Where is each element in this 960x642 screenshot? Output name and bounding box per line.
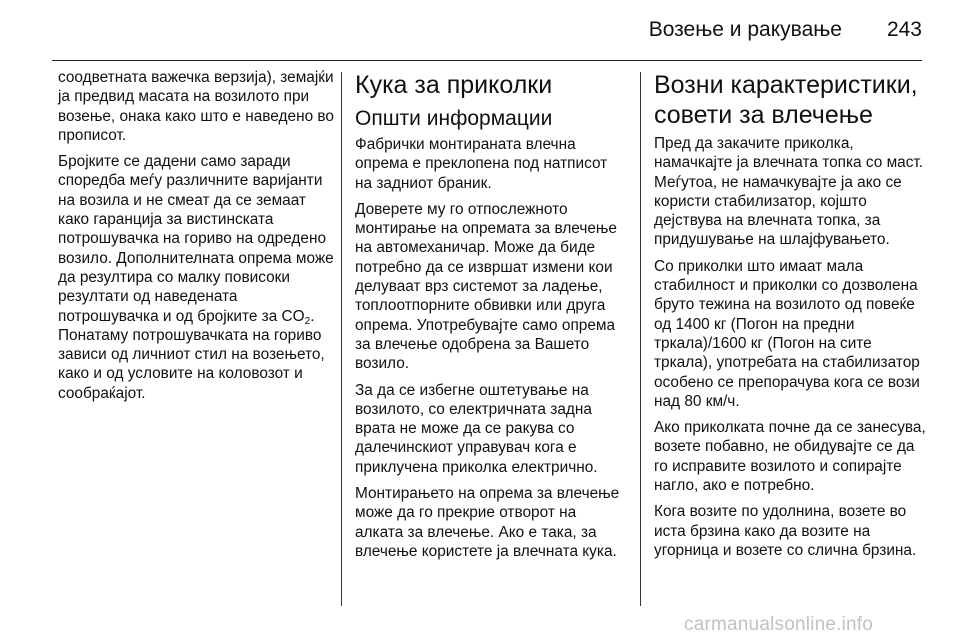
paragraph: За да се избегне оштетување на возилото, со електричната задна врата не може да се ракува со далечинскиот управувач кога е приклучена приколка електрично. [355,381,598,476]
page-number: 243 [886,18,922,41]
paragraph [58,152,336,403]
paragraph: Пред да закачите приколка, намачкајте ја влечната топка со маст. Меѓутоа, не намачкувајте ја ако се користи стабилизатор, којшто дејствува на влечната топка, за придушување на шлајфувањето. [654,135,924,249]
watermark: carmanualsonline.info [684,614,874,635]
paragraph-text: Бројките се дадени само заради споредба меѓу различните варијанти на возила и не смеат да се земаат како гаранција за вистинската потрошувачка на гориво на одредено возило. Дополнителната опрема може да резултира со малку повисоки резултати од наведената потрошувачка и од бројките за CO [58,153,334,325]
paragraph: Ако приколката почне да се занесува, возете побавно, не обидувајте се да го исправите возилото и сопирајте нагло, ако е потребно. [654,419,926,495]
column-divider [341,72,342,606]
paragraph: Со приколки што имаат мала стабилност и приколки со дозволена бруто тежина на возилото од повеќе од 1400 кг (Погон на предни тркала)/1600 кг (Погон на сите тркала), употребата на стабилизатор особено се препорачува кога се вози над 80 км/ч. [654,257,920,410]
column-divider [640,72,641,606]
paragraph: соодветната важечка верзија), земајќи ја предвид масата на возилото при возење, онака како што е наведено во прописот. [58,69,334,144]
subscript: 2 [304,315,311,327]
paragraph: Фабрички монтираната влечна опрема е преклопена под натписот на задниот браник. [355,136,608,192]
header-divider [52,60,922,61]
page-header [0,0,960,60]
column-right [654,68,926,567]
paragraph: Кога возите по удолнина, возете во иста брзина како да возите на угорница и возете со слична брзина. [654,503,917,559]
section-heading: Кука за приколки [355,71,553,99]
subsection-heading: Општи информации [355,107,553,130]
header-title: Возење и ракување [648,18,842,41]
paragraph: Доверете му го отпослежното монтирање на опремата за влечење на автомеханичар. Може да биде потребно да се извршат измени кои делуваат врз системот за ладење, топлоотпорните обвивки или друга опрема. Употребувајте само опрема за влечење одобрена за Вашето возило. [355,200,617,373]
column-left [58,68,336,410]
section-heading: Возни карактеристики, совети за влечење [654,71,918,129]
column-middle [355,68,627,568]
paragraph-text: . Понатаму потрошувачката на гориво зависи од личниот стил на возењето, како и од условите на коловозот и сообраќајот. [58,307,325,402]
paragraph: Монтирањето на опрема за влечење може да го прекрие отворот на алката за влечење. Ако е така, за влечење користете ја влечната кука. [355,485,620,560]
